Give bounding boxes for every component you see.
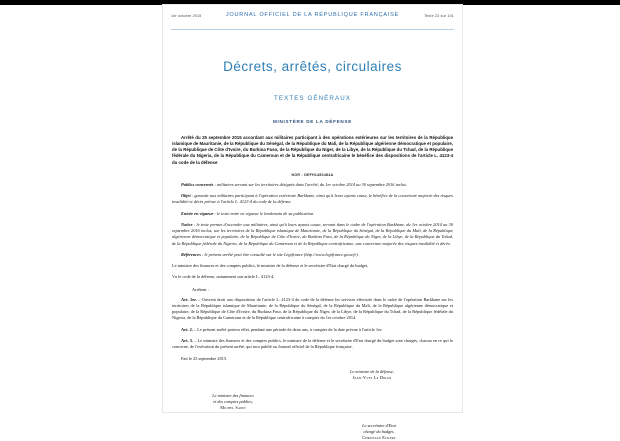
ministry-heading: MINISTÈRE DE LA DÉFENSE <box>273 119 352 124</box>
document-body <box>172 59 453 441</box>
article-1-dash: – <box>196 296 202 302</box>
signature-defense <box>297 369 447 381</box>
article-2-dash: – <box>192 326 198 332</box>
objet-paragraph <box>172 193 453 206</box>
journal-title: JOURNAL OFFICIEL DE LA RÉPUBLIQUE FRANÇAISE <box>225 12 400 18</box>
entree-vigueur-label: Entrée en vigueur <box>181 210 214 216</box>
article-2-text: Le présent arrêté portera effet, pendant une période de deux ans, à compter de la date prévue à l'article 1er. <box>197 326 383 332</box>
header-divider <box>171 29 454 30</box>
signature-finances <box>178 393 288 411</box>
publics-concernes-text: : militaires servant sur les territoires désignés dans l'arrêté, du 1er octobre 2014 au 30 septembre 2016 inclus. <box>213 181 408 187</box>
article-1-label: Art. 1er. <box>181 296 197 302</box>
article-2-label: Art. 2. <box>181 326 193 332</box>
arrete-heading: Arrêté du 25 septembre 2015 accordant aux militaires participant à des opérations extérieures sur les territoires de la République islamique de Mauritanie, de la République du Sénégal, de la République du Mali, de la République algérienne démocratique et populaire, de la République de Côte d'Ivoire, du Burkina Faso, de la République du Niger, de la Libye, de la République du Tchad, de la République fédérale du Nigeria, de la République du Cameroun et de la République centrafricaine le bénéfice des dispositions de l'article L. 4123-4 du code de la défense <box>172 135 453 165</box>
signature-budget-title-1: Le secrétaire d'Etat <box>362 423 396 429</box>
texte-reference: Texte 22 sur 101 <box>424 14 454 18</box>
page-title: Décrets, arrêtés, circulaires <box>223 59 402 74</box>
arretent-word: Arrêtent : <box>192 286 209 292</box>
article-3 <box>172 338 453 351</box>
ministers-preamble: Le ministre des finances et des comptes publics, le ministre de la défense et le secrétaire d'Etat chargé du budget, <box>172 263 369 269</box>
signature-finances-title-1: Le ministre des finances <box>212 393 254 399</box>
article-3-dash: – <box>193 337 198 343</box>
journal-header <box>169 11 456 27</box>
publication-date: 1er octobre 2015 <box>171 14 202 18</box>
nor-number: NOR : DEFH1480484A <box>291 172 334 177</box>
references-paragraph <box>172 252 453 258</box>
signature-budget-name: Christian Eckert <box>362 435 396 441</box>
objet-label: Objet <box>181 193 191 199</box>
references-text: : le présent arrêté peut être consulté sur le site Légifrance (http://www.legifrance.gouv.fr). <box>200 251 359 257</box>
signature-budget-title-2: chargé du budget, <box>363 429 395 435</box>
signature-finances-name: Michel Sapin <box>220 405 246 411</box>
section-title: TEXTES GÉNÉRAUX <box>273 95 351 102</box>
signature-defense-name: Jean-Yves Le Drian <box>352 375 392 381</box>
article-1 <box>172 297 453 322</box>
article-2 <box>172 327 453 333</box>
vu-clause: Vu le code de la défense, notamment son article L. 4123-4, <box>172 274 275 280</box>
entree-vigueur-paragraph <box>172 211 453 217</box>
article-3-label: Art. 3. <box>181 337 194 343</box>
notice-text: : le texte permet d'accorder aux militaires, ainsi qu'à leurs ayants cause, servant dans le cadre de l'opération Barkhane, du 1er octobre 2014 au 30 septembre 2016 inclus, sur les territoires de la République islamique de Mauritanie, de la République du Sénégal, de la République du Mali, de la République algérienne démocratique et populaire, de la République de Côte d'Ivoire, du Burkina Faso, de la République du Niger, de la Libye, de la République du Tchad, de la République fédérale du Nigeria, de la République du Cameroun et de la République centrafricaine, une couverture majorée des risques invalidité et décès. <box>172 221 453 246</box>
entree-vigueur-text: : le texte entre en vigueur le lendemain de sa publication. <box>213 210 315 216</box>
notice-label: Notice <box>181 221 193 227</box>
publics-concernes-label: Publics concernés <box>181 181 214 187</box>
article-3-text: Le ministre des finances et des comptes publics, le ministre de la défense et le secrétaire d'Etat chargé du budget sont chargés, chacun en ce qui le concerne, de l'exécution du présent arrêté, qui sera publié au Journal officiel de la République française. <box>172 337 453 350</box>
objet-text: : garantir aux militaires participant à l'opération extérieure Barkhane, ainsi qu'à leurs ayants cause, le bénéfice de la couverture majorée des risques invalidité et décès prévue à l'article L. 4123-4 du code de la défense. <box>172 193 453 205</box>
publics-concernes-paragraph <box>172 182 453 188</box>
signature-budget <box>309 423 449 441</box>
notice-paragraph <box>172 222 453 247</box>
signature-defense-title: Le ministre de la défense, <box>350 369 394 375</box>
article-1-text: Ouvrent droit aux dispositions de l'article L. 4123-4 du code de la défense les services effectués dans le cadre de l'opération Barkhane sur les territoires de la République islamique de Mauritanie, de la République du Sénégal, de la République du Mali, de la République algérienne démocratique et populaire, de la République de Côte d'Ivoire, du Burkina Faso, de la République du Niger, de la Libye, de la République du Tchad, de la République fédérale du Nigeria, de la République du Cameroun et de la République centrafricaine à compter du 1er octobre 2014. <box>172 296 454 321</box>
signature-finances-title-2: et des comptes publics, <box>213 399 253 405</box>
references-label: Références <box>181 251 201 257</box>
fait-line: Fait le 25 septembre 2015. <box>181 356 228 362</box>
document-page <box>163 5 462 441</box>
